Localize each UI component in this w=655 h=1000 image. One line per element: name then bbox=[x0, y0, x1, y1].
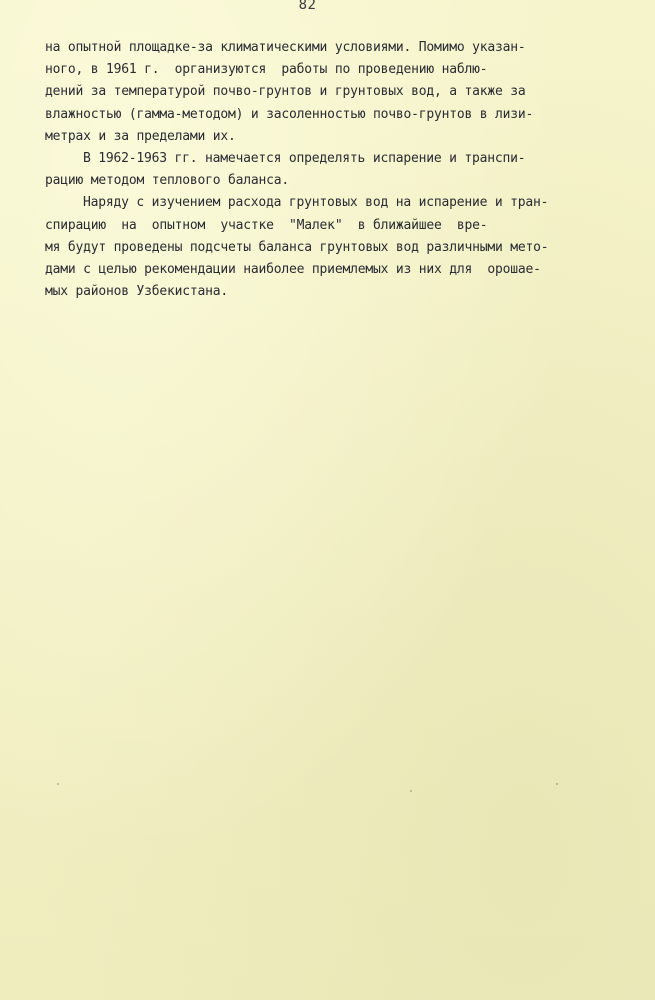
text-line: В 1962-1963 гг. намечается определять испарение и транспи- bbox=[83, 151, 526, 167]
text-line: Наряду с изучением расхода грунтовых вод на испарение и тран- bbox=[83, 195, 549, 211]
text-line: дами с целью рекомендации наиболее приемлемых из них для орошае- bbox=[45, 262, 541, 278]
text-line: на опытной площадке-за климатическими условиями. Помимо указан- bbox=[45, 40, 526, 55]
paragraph-1 bbox=[45, 37, 605, 148]
body-text bbox=[45, 37, 605, 303]
text-line: рацию методом теплового баланса. bbox=[45, 173, 290, 189]
paper-speck bbox=[57, 783, 59, 785]
text-line: спирацию на опытном участке "Малек" в ближайшее вре- bbox=[45, 217, 488, 233]
paper-speck bbox=[410, 790, 412, 792]
text-line: мых районов Узбекистана. bbox=[45, 284, 229, 300]
text-line: ного, в 1961 г. организуются работы по проведению наблю- bbox=[45, 62, 488, 78]
paper-speck bbox=[556, 783, 558, 785]
text-line: метрах и за пределами их. bbox=[45, 128, 236, 144]
text-line: дений за температурой почво-грунтов и грунтовых вод, а также за bbox=[45, 84, 526, 100]
text-line: мя будут проведены подсчеты баланса грунтовых вод различными мето- bbox=[45, 239, 549, 255]
paragraph-2 bbox=[45, 148, 605, 192]
text-line: влажностью (гамма-методом) и засоленностью почво-грунтов в лизи- bbox=[45, 106, 534, 122]
paragraph-3 bbox=[45, 192, 605, 303]
page-number: 82 bbox=[298, 0, 317, 13]
